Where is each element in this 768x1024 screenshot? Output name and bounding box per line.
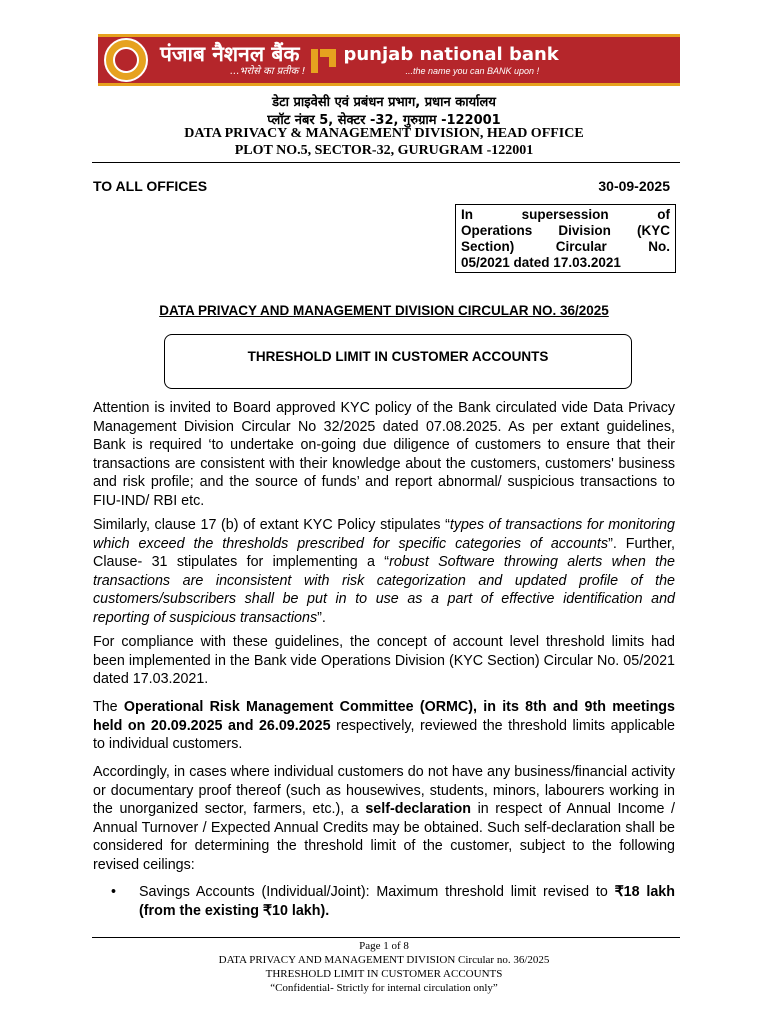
addressee: TO ALL OFFICES (93, 178, 208, 194)
paragraph-5 (93, 763, 675, 875)
office-address-hindi-1: डेटा प्राइवेसी एवं प्रबंधन प्रभाग, प्रधान कार्यालय (272, 95, 496, 110)
footer-circular: DATA PRIVACY AND MANAGEMENT DIVISION Circular no. 36/2025 (218, 954, 550, 966)
paragraph-1: Attention is invited to Board approved KYC policy of the Bank circulated vide Data Privacy Management Division Circular No 32/2025 dated 07.08.2025. As per extant guidelines, Bank is required ‘to undertake on-going due diligence of customers to ensure that their transactions are consistent with their knowledge about the customers, customers' business and risk profile; and the source of funds’ and report abnormal/ suspicious transactions to FIU-IND/ RBI etc. (93, 400, 675, 509)
text-run-italic: robust Software throwing alerts when the transactions are inconsistent with risk categorization and updated profile of the customers/subscribers shall be put in to use as a part of effective identification and reporting of suspicious transactions (93, 554, 675, 626)
circular-title: DATA PRIVACY AND MANAGEMENT DIVISION CIRCULAR NO. 36/2025 (159, 303, 609, 318)
text-run-bold: ₹18 lakh (from the existing ₹10 lakh). (139, 884, 675, 919)
header-divider (92, 162, 680, 163)
tagline-hindi: ...भरोसे का प्रतीक ! (230, 66, 306, 77)
circular-date: 30-09-2025 (598, 178, 670, 194)
supersession-line: In supersession of (461, 207, 670, 222)
supersession-line: Section) Circular No. (461, 239, 670, 254)
paragraph-4 (93, 698, 675, 754)
pnb-logo-icon (311, 45, 337, 75)
supersession-line: Operations Division (KYC (461, 223, 670, 238)
footer-subject: THRESHOLD LIMIT IN CUSTOMER ACCOUNTS (265, 968, 503, 980)
text-run-italic: types of transactions for monitoring which exceed the thresholds prescribed for specific categories of accounts (93, 517, 675, 552)
bank-seal-icon (104, 38, 148, 82)
text-run-bold: Operational Risk Management Committee (ORMC), in its 8th and 9th meetings held on 20.09.2025 and 26.09.2025 (93, 699, 675, 734)
paragraph-3: For compliance with these guidelines, the concept of account level threshold limits had been implemented in the Bank vide Operations Division (KYC Section) Circular No. 05/2021 dated 17.03.2021. (93, 634, 675, 688)
footer-divider (92, 937, 680, 938)
text-run: Accordingly, in cases where individual customers do not have any business/financial activity or documentary proof thereof (such as housewives, students, minors, labourers working in the unorganized sector, farmers, etc.), a (93, 764, 675, 818)
text-run: Savings Accounts (Individual/Joint): Maximum threshold limit revised to (139, 884, 615, 900)
text-run: in respect of Annual Income / Annual Turnover / Expected Annual Credits may be obtained. Such self-declaration shall be considered for determining the threshold limit of the customer, subject to the following revised ceilings: (93, 801, 675, 873)
office-address-hindi-2: प्लॉट नंबर 5, सेक्टर -32, गुरुग्राम -122001 (267, 113, 501, 128)
text-run: Similarly, clause 17 (b) of extant KYC Policy stipulates “ (93, 517, 450, 533)
text-run: ”. (317, 609, 326, 626)
bank-name-english: punjab national bank (343, 43, 559, 65)
bank-logo-banner (98, 34, 680, 86)
text-run: respectively, reviewed the threshold limits applicable to individual customers. (93, 717, 675, 753)
bullet-icon: • (111, 884, 117, 900)
text-run: The (93, 699, 124, 715)
bullet-savings-accounts (111, 883, 675, 920)
supersession-box (455, 204, 676, 273)
paragraph-2 (93, 516, 675, 628)
supersession-line: 05/2021 dated 17.03.2021 (461, 255, 621, 270)
footer-confidential: “Confidential- Strictly for internal circulation only” (270, 982, 498, 994)
footer-page-number: Page 1 of 8 (359, 940, 409, 952)
text-run-bold: self-declaration (365, 801, 471, 818)
bank-name-hindi: पंजाब नैशनल बैंक (160, 42, 300, 66)
office-address-english-2: PLOT NO.5, SECTOR-32, GURUGRAM -122001 (234, 143, 534, 158)
office-address-english-1: DATA PRIVACY & MANAGEMENT DIVISION, HEAD OFFICE (184, 126, 584, 141)
text-run: ”. Further, Clause- 31 stipulates for implementing a “ (93, 535, 675, 571)
subject-box (164, 334, 632, 389)
tagline-english: ...the name you can BANK upon ! (405, 65, 540, 76)
subject-text: THRESHOLD LIMIT IN CUSTOMER ACCOUNTS (247, 349, 549, 364)
